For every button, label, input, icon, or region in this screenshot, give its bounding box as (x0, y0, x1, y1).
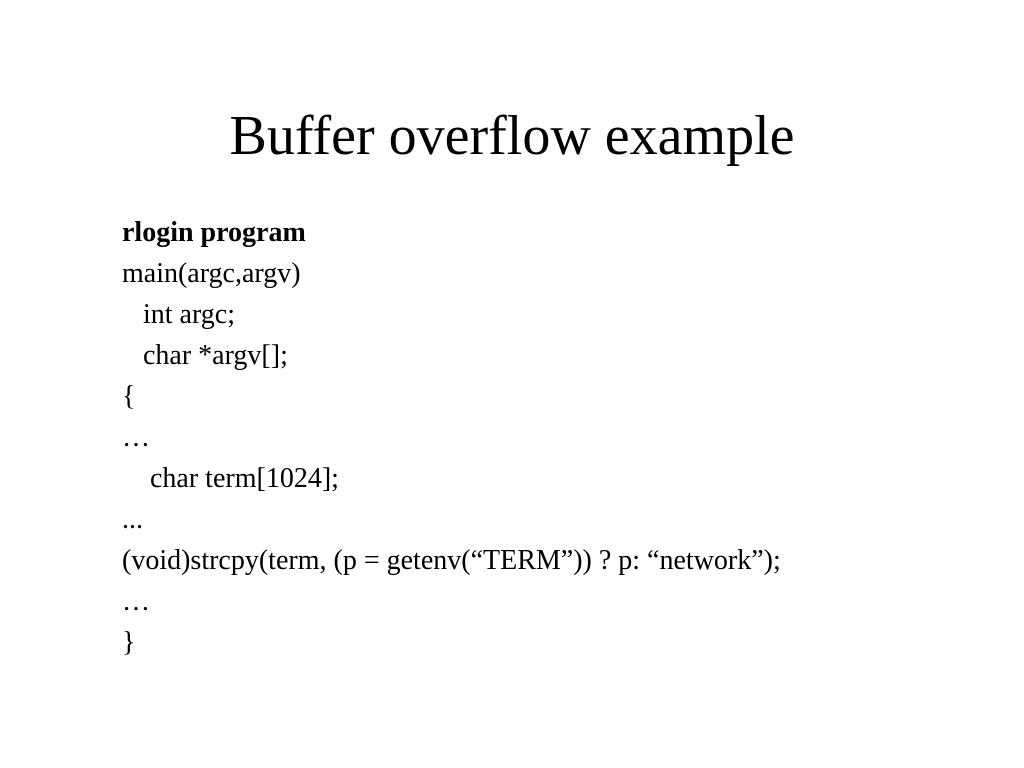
code-listing (122, 212, 1002, 663)
code-line: { (122, 381, 136, 412)
subheading-rlogin-program: rlogin program (122, 217, 306, 248)
code-line: main(argc,argv) (122, 258, 301, 289)
code-line: int argc; (122, 299, 236, 330)
code-line: … (122, 586, 150, 617)
code-line: (void)strcpy(term, (p = getenv(“TERM”)) ? p: “network”); (122, 545, 781, 576)
code-line: ... (122, 504, 143, 535)
code-line: char term[1024]; (122, 463, 339, 494)
slide-title: Buffer overflow example (229, 105, 795, 167)
code-line: char *argv[]; (122, 340, 288, 371)
code-line: } (122, 627, 136, 658)
code-line: … (122, 422, 150, 453)
